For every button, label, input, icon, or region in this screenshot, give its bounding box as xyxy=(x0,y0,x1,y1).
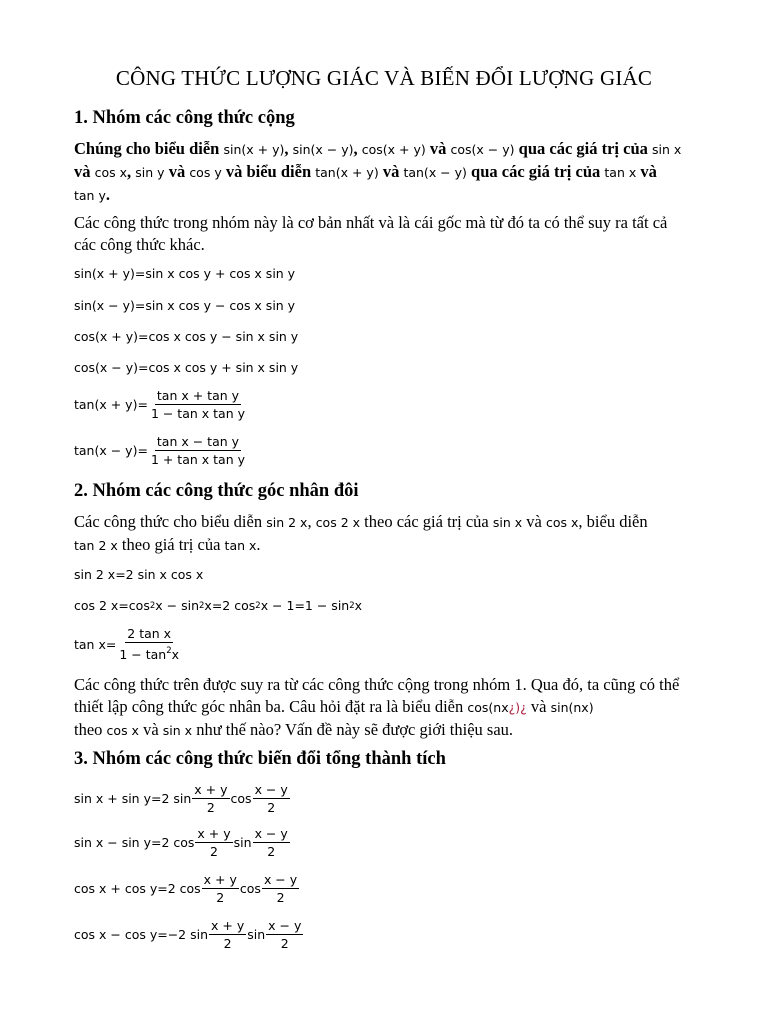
note-text: như thế nào? Vấn đề này sẽ được giới thiệu sau. xyxy=(192,720,514,739)
intro-text: và xyxy=(74,162,95,181)
section-1-intro xyxy=(74,138,704,207)
numerator: x + y xyxy=(203,872,237,887)
math-inline: sin x xyxy=(162,723,193,738)
numerator: x + y xyxy=(197,826,231,841)
formula-lhs: tan x= xyxy=(74,636,117,652)
intro-text: . xyxy=(256,535,261,554)
section-2-heading: 2. Nhóm các công thức góc nhân đôi xyxy=(74,481,359,501)
section-2-note xyxy=(74,674,704,742)
math-inline: tan y xyxy=(74,188,106,203)
denominator: 2 xyxy=(267,844,276,859)
note-text: theo xyxy=(74,720,107,739)
note-text: Các công thức trên được suy ra từ các công thức cộng trong nhóm 1. Qua đó, ta cũng có thể thiết lập công thức góc nhân ba. Câu hỏi đặt ra là biểu diễn xyxy=(74,675,680,716)
intro-text: Chúng cho biểu diễn xyxy=(74,139,224,158)
formula-tan-diff xyxy=(74,434,248,467)
fraction xyxy=(262,872,299,905)
math-inline: tan(x − y) xyxy=(403,165,467,180)
denominator: 2 xyxy=(216,890,225,905)
fraction xyxy=(253,826,290,859)
fraction xyxy=(266,918,303,951)
intro-text: và xyxy=(425,139,451,158)
math-inline: sin y xyxy=(135,165,165,180)
numerator: x − y xyxy=(263,872,298,887)
fraction xyxy=(195,826,232,859)
intro-text: , xyxy=(307,512,316,531)
math-inline: cos x xyxy=(546,515,579,530)
fraction xyxy=(192,782,229,815)
numerator: x − y xyxy=(254,826,288,841)
page-title: CÔNG THỨC LƯỢNG GIÁC VÀ BIẾN ĐỔI LƯỢNG GIÁC xyxy=(115,66,653,90)
denominator: 2 xyxy=(280,936,289,951)
formula-lhs: cos x + cos y=2 cos xyxy=(74,881,201,896)
intro-text: và xyxy=(378,162,404,181)
section-2-intro xyxy=(74,511,704,557)
formula-part: 1 − tan xyxy=(119,647,167,662)
formula-part: cos xyxy=(230,791,252,806)
formula-lhs: sin x + sin y=2 sin xyxy=(74,791,192,806)
math-inline: cos x xyxy=(94,165,128,180)
formula-part: sin xyxy=(247,927,266,942)
math-inline: cos(x + y) xyxy=(361,142,426,157)
intro-text: qua các giá trị của xyxy=(514,139,653,158)
intro-text: qua các giá trị của xyxy=(466,162,605,181)
formula-part: x xyxy=(354,598,363,613)
formula-cos-diff-to-product xyxy=(74,918,304,951)
formula-cos-2x xyxy=(74,598,362,613)
math-inline: tan x xyxy=(224,538,257,553)
formula-sin-diff-to-product xyxy=(74,826,291,859)
intro-text: Các công thức cho biểu diễn xyxy=(74,512,267,531)
section-1-heading: 1. Nhóm các công thức cộng xyxy=(74,108,295,128)
math-inline: tan x xyxy=(604,165,637,180)
exponent: 2 xyxy=(166,646,172,656)
intro-text: và xyxy=(522,512,546,531)
math-inline: cos 2 x xyxy=(315,515,361,530)
math-inline-error: ¿)¿ xyxy=(508,700,527,715)
math-inline: tan 2 x xyxy=(74,538,118,553)
intro-text: và xyxy=(636,162,657,181)
intro-text: . xyxy=(105,185,110,204)
denominator: 2 xyxy=(206,800,215,815)
formula-part: cos xyxy=(239,881,261,896)
formula-sin-2x: sin 2 x=2 sin x cos x xyxy=(74,567,204,582)
math-inline: sin(nx) xyxy=(550,700,594,715)
formula-sin-diff: sin(x − y)=sin x cos y − cos x sin y xyxy=(74,298,296,313)
numerator: x + y xyxy=(211,918,245,933)
denominator: 2 xyxy=(210,844,218,859)
intro-text: , xyxy=(127,162,136,181)
formula-cos-sum: cos(x + y)=cos x cos y − sin x sin y xyxy=(74,329,299,344)
intro-text: , xyxy=(284,139,293,158)
fraction xyxy=(253,782,290,815)
math-inline: cos x xyxy=(106,723,139,738)
math-inline: cos(x − y) xyxy=(450,142,515,157)
formula-cos-diff: cos(x − y)=cos x cos y + sin x sin y xyxy=(74,360,299,375)
formula-part: x − 1=1 − sin xyxy=(260,598,350,613)
denominator: 2 xyxy=(267,800,276,815)
math-inline: tan(x + y) xyxy=(315,165,379,180)
intro-text: , biểu diễn xyxy=(578,512,648,531)
denominator: 2 xyxy=(276,890,285,905)
formula-tan-2x xyxy=(74,626,182,662)
math-inline: sin(x + y) xyxy=(223,142,285,157)
formula-lhs: tan(x − y)= xyxy=(74,443,148,458)
fraction xyxy=(149,434,247,467)
note-text: và xyxy=(138,720,163,739)
exponent: 2 xyxy=(199,600,205,611)
denominator: 1 − tan x tan y xyxy=(150,406,245,421)
formula-part: x=2 cos xyxy=(204,598,256,613)
math-inline: sin(x − y) xyxy=(292,142,354,157)
intro-text: và biểu diễn xyxy=(221,162,316,181)
math-inline: cos y xyxy=(189,165,222,180)
formula-cos-sum-to-product xyxy=(74,872,300,905)
numerator: x − y xyxy=(268,918,302,933)
numerator: x + y xyxy=(194,782,228,797)
intro-text: theo giá trị của xyxy=(117,535,225,554)
formula-lhs: sin x − sin y=2 cos xyxy=(74,835,195,850)
formula-sin-sum-to-product xyxy=(74,782,291,815)
formula-part: x − sin xyxy=(155,598,199,613)
formula-lhs: cos x − cos y=−2 sin xyxy=(74,927,209,942)
note-text: và xyxy=(526,697,551,716)
section-1-note: Các công thức trong nhóm này là cơ bản nhất và là cái gốc mà từ đó ta có thể suy ra tất cả các công thức khác. xyxy=(74,213,668,254)
math-inline: sin x xyxy=(652,142,682,157)
numerator: tan x − tan y xyxy=(156,434,240,449)
intro-text: và xyxy=(164,162,190,181)
intro-text: theo các giá trị của xyxy=(360,512,493,531)
formula-part: sin xyxy=(233,835,252,850)
formula-tan-sum xyxy=(74,388,248,421)
numerator: 2 tan x xyxy=(127,626,172,641)
formula-part: x xyxy=(171,647,180,662)
math-inline: cos(nx xyxy=(467,700,509,715)
exponent: 2 xyxy=(255,600,261,611)
numerator: x − y xyxy=(254,782,288,797)
fraction xyxy=(149,388,247,421)
exponent: 2 xyxy=(149,600,156,611)
fraction xyxy=(209,918,246,951)
fraction xyxy=(117,626,181,662)
fraction xyxy=(202,872,239,905)
math-inline: sin 2 x xyxy=(266,515,308,530)
formula-part: cos 2 x=cos xyxy=(74,598,150,613)
denominator: 2 xyxy=(223,936,232,951)
formula-sin-sum: sin(x + y)=sin x cos y + cos x sin y xyxy=(74,266,296,281)
intro-text: , xyxy=(353,139,362,158)
section-3-heading: 3. Nhóm các công thức biến đổi tổng thành tích xyxy=(74,749,446,769)
denominator xyxy=(117,643,181,662)
exponent: 2 xyxy=(349,600,355,611)
numerator: tan x + tan y xyxy=(156,388,240,403)
math-inline: sin x xyxy=(492,515,523,530)
formula-lhs: tan(x + y)= xyxy=(74,397,148,412)
denominator: 1 + tan x tan y xyxy=(150,452,245,467)
